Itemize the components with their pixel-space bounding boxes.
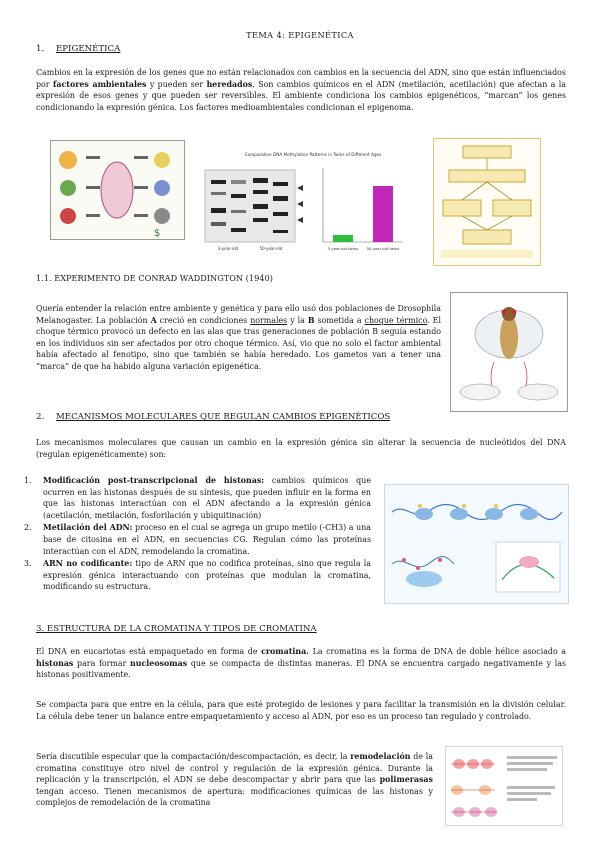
paragraph-mechanisms-intro: Los mecanismos moleculares que causan un cambio en la expresión génica sin alterar la secuencia de nucleótidos del DNA (regulan epigenéticamente) son: <box>36 438 566 459</box>
section-2-heading: 2. MECANISMOS MOLECULARES QUE REGULAN CAMBIOS EPIGENÉTICOS <box>36 412 391 422</box>
paragraph-chromatin: El DNA en eucariotas está empaquetado en forma de cromatina. La cromatina es la forma de DNA de doble hélice asociado a histonas para formar nucleosomas que se compacta de distintas maneras. El DNA se encuentra cargado negativamente y las histonas positivamente. <box>36 647 567 680</box>
list-item: 3. ARN no codificante: tipo de ARN que no codifica proteínas, sino que regula la expresión génica interactuando con proteínas que modulan la cromatina, modificando su estructura. <box>24 559 371 592</box>
svg-text:$: $ <box>154 228 161 239</box>
methylation-chart <box>203 148 423 258</box>
paragraph-waddington: Quería entender la relación entre ambiente y genética y para ello usó dos poblaciones de Drosophila Melanogaster. La población A creció en condiciones normales y la B sometida a choque térmico. El choque térmico provocó un defecto en las alas que tras generaciones de población B seguía estando en los individuos sin ser afectados por otro choque térmico. Así, vio que no solo el factor ambiental había afectado al fenotipo, sino que también se había heredado. Los gametos van a tener una “marca” de que ha habido alguna variación epigenética. <box>36 304 441 371</box>
page-title: TEMA 4: EPIGENÉTICA <box>246 30 354 40</box>
chart-title: Comparative DNA Methylation Patterns in Twins of Different Ages <box>244 152 382 157</box>
section-3-heading: 3. ESTRUCTURA DE LA CROMATINA Y TIPOS DE CROMATINA <box>36 624 317 634</box>
section-1-1-heading: 1.1. EXPERIMENTO DE CONRAD WADDINGTON (1940) <box>36 273 273 283</box>
bar-label-old: 50-year-old twins <box>366 246 400 251</box>
gel-label-old: 50-year-old <box>259 246 283 251</box>
paragraph-epigenetica: Cambios en la expresión de los genes que no están relacionados con cambios en la secuencia del ADN, sino que están influenciados por factores ambientales y pueden ser heredados. Son cambios químicos en el ADN (metilación, acetilación) que afectan a la expresión de esos genes y que pueden ser reversibles. El ambiente condiciona los cambios epigenéticos, “marcan” los genes condicionando la expresión génica. Los factores medioambientales condicionan el epigenoma. <box>36 68 566 112</box>
bar-1 <box>373 186 393 242</box>
bar-0 <box>333 235 353 242</box>
epigenetic-mechanisms-figure <box>384 484 569 604</box>
section-1-heading <box>36 44 120 54</box>
bar-label-young: 3-year-old twins <box>327 246 359 251</box>
paragraph-remodelling: Sería discutible especular que la compactación/descompactación, es decir, la remodelación de la cromatina constituye otro nivel de control y regulación de la expresión génica. Durante la replicación y la transcripción, el ADN se debe descompactar y abrir para que las polimerasas tengan acceso. Tienen mecanismos de apertura: modificaciones químicas de las histonas y complejos de remodelación de la cromatina <box>36 752 433 808</box>
gel-label-young: 3-year-old <box>217 246 239 251</box>
mechanisms-list <box>24 475 372 594</box>
chromatin-remodelling-figure <box>445 746 563 826</box>
environmental-factors-figure <box>50 140 185 240</box>
list-item: 2. Metilación del ADN: proceso en el cual se agrega un grupo metilo (-CH3) a una base de citosina en el ADN, en secuencias CG. Regulan cómo las proteínas interactúan con el ADN, remodelando la cromatina. <box>24 523 372 556</box>
paragraph-compaction: Se compacta para que entre en la célula, para que esté protegido de lesiones y para facilitar la transmisión en la división celular. La célula debe tener un balance entre empaquetamiento y acceso al ADN, por eso es un proceso tan regulado y controlado. <box>36 700 566 721</box>
list-item: 1. Modificación post-transcripcional de histonas: cambios químicos que ocurren en las histonas después de su síntesis, que pueden influir en la forma en que las histonas interactúan con el ADN afectando a la expresión génica (acetilación, metilación, fosforilación y ubiquitinación) <box>24 476 371 520</box>
section-number: 1. <box>36 44 45 54</box>
gene-environment-flowchart <box>433 138 541 266</box>
section-title: EPIGENÉTICA <box>56 44 121 54</box>
drosophila-figure <box>450 292 568 412</box>
